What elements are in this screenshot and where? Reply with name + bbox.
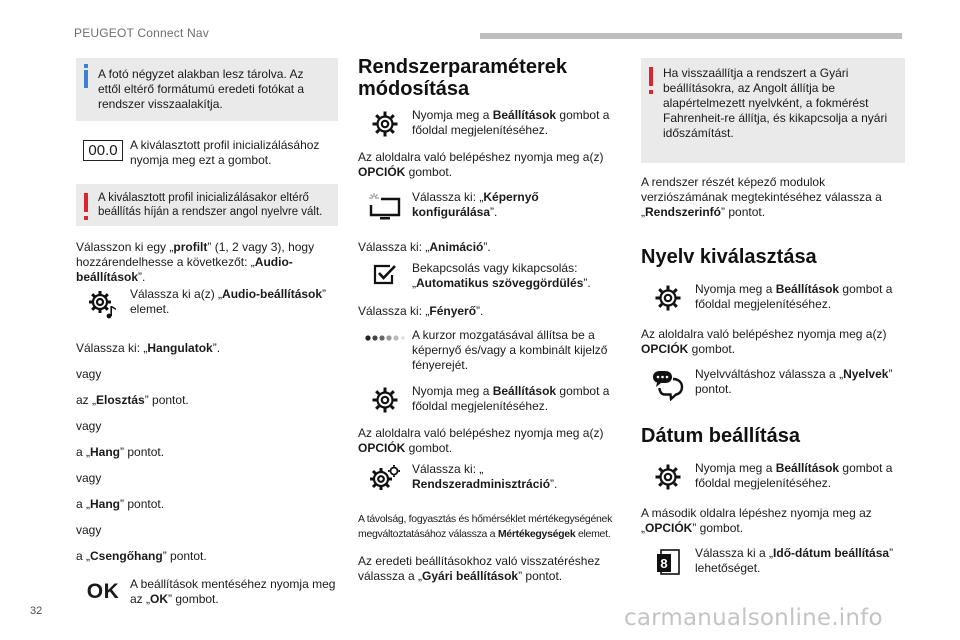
- press-settings-step-2: [358, 384, 620, 414]
- profile-paragraph: Válasszon ki egy „profilt” (1, 2 vagy 3), hogy hozzárendelhesse a következőt: „Audio-beállítások”.: [76, 240, 315, 284]
- reset-key-icon: 00.0: [83, 140, 122, 161]
- language-select-text: Nyelvváltáshoz válassza a „Nyelvek” pontot.: [695, 367, 893, 396]
- factory-warning-text: Ha visszaállítja a rendszert a Gyári beállításokra, az Angolt állítja be alapértelmezett nyelvként, a fokmérést Fahrenheit-re állítja, és kikapcsolja a nyári időszámítást.: [663, 66, 888, 140]
- options-paragraph-2: Az aloldalra való belépéshez nyomja meg a(z) OPCIÓK gombot.: [358, 426, 604, 455]
- date-heading: Dátum beállítása: [641, 425, 800, 447]
- warning-icon: [84, 193, 88, 212]
- press-settings-step: [358, 108, 620, 138]
- reset-profile-step: [76, 138, 338, 168]
- audio-settings-step: [76, 287, 338, 319]
- system-info-paragraph: A rendszer részét képező modulok verziószámának megtekintéséhez válassza a „Rendszerinfó” pontot.: [641, 175, 882, 219]
- factory-reset-paragraph: Az eredeti beállításokhoz való visszatéréshez válassza a „Gyári beállítások” pontot.: [358, 554, 601, 583]
- hangulatok-line: Válassza ki: „Hangulatok”.: [76, 341, 221, 355]
- lang-press-settings-text: Nyomja meg a Beállítások gombot a főoldal megjelenítéséhez.: [695, 282, 893, 311]
- date-time-step: [641, 546, 905, 578]
- checkbox-icon: [372, 263, 398, 287]
- hang-line-2: a „Hang” pontot.: [76, 497, 165, 511]
- lang-press-settings-step: [641, 282, 905, 312]
- units-paragraph: A távolság, fogyasztás és hőmérséklet mértékegységének megváltoztatásához válassza a Mértékegységek elemet.: [358, 513, 613, 540]
- warning-icon: [649, 67, 653, 86]
- info-icon: [84, 70, 88, 88]
- page-number: 32: [30, 605, 43, 617]
- press-settings-text-2: Nyomja meg a Beállítások gombot a főoldal megjelenítéséhez.: [412, 384, 610, 413]
- date-press-settings-text: Nyomja meg a Beállítások gombot a főoldal megjelenítéséhez.: [695, 461, 893, 490]
- brightness-line: Válassza ki: „Fényerő”.: [358, 304, 484, 318]
- vagy-3: vagy: [76, 471, 102, 485]
- brightness-adjust-text: A kurzor mozgatásával állítsa be a képernyő és/vagy a kombinált kijelző fényerejét.: [412, 328, 608, 372]
- gear-icon: [371, 386, 399, 414]
- system-admin-gears-icon: [368, 464, 402, 494]
- hang-line-1: a „Hang” pontot.: [76, 445, 165, 459]
- gear-icon: [654, 463, 682, 491]
- page-8-icon: [655, 548, 681, 578]
- watermark: carmanualsonline.info: [624, 605, 883, 631]
- elosztas-line: az „Elosztás” pontot.: [76, 393, 189, 407]
- lang-options-paragraph: Az aloldalra való belépéshez nyomja meg a(z) OPCIÓK gombot.: [641, 327, 887, 356]
- auto-scroll-text: Bekapcsolás vagy kikapcsolás: „Automatikus szöveggördülés”.: [412, 261, 591, 290]
- ok-key-icon: OK: [86, 580, 120, 603]
- animation-line: Válassza ki: „Animáció”.: [358, 240, 491, 254]
- ok-text: A beállítások mentéséhez nyomja meg az „OK” gombot.: [130, 577, 336, 606]
- header-rule: [480, 33, 902, 39]
- info-note-text: A fotó négyzet alakban lesz tárolva. Az ettől eltérő formátumú eredeti fotókat a rendszer visszaalakítja.: [98, 67, 305, 111]
- vagy-4: vagy: [76, 523, 102, 537]
- language-speech-icon: [651, 369, 685, 401]
- warning-note: [76, 184, 338, 226]
- auto-scroll-step: [358, 261, 620, 291]
- info-note: [76, 58, 338, 121]
- column-3: [641, 58, 905, 578]
- warning-note-text: A kiválasztott profil inicializálásakor eltérő beállítás híján a rendszer angol nyelvre vált.: [98, 192, 323, 218]
- date-press-settings-step: [641, 461, 905, 491]
- vagy-2: vagy: [76, 419, 102, 433]
- page-badge-number: 8: [660, 556, 668, 571]
- factory-warning-note: [641, 58, 905, 163]
- system-admin-step: [358, 462, 620, 494]
- brightness-adjust-step: [358, 328, 620, 373]
- date-time-text: Válassza ki a „Idő-dátum beállítása” lehetőséget.: [695, 546, 894, 575]
- reset-profile-text: A kiválasztott profil inicializálásához nyomja meg ezt a gombot.: [130, 138, 320, 167]
- running-header: PEUGEOT Connect Nav: [74, 26, 209, 40]
- column-1: [76, 58, 338, 607]
- gear-icon: [654, 284, 682, 312]
- options-paragraph: Az aloldalra való belépéshez nyomja meg a(z) OPCIÓK gombot.: [358, 150, 604, 179]
- language-heading: Nyelv kiválasztása: [641, 246, 817, 268]
- system-settings-heading: Rendszerparaméterek módosítása: [358, 56, 567, 100]
- press-settings-text: Nyomja meg a Beállítások gombot a főoldal megjelenítéséhez.: [412, 108, 610, 137]
- audio-settings-text: Válassza ki a(z) „Audio-beállítások” elemet.: [130, 287, 327, 316]
- screen-config-text: Válassza ki: „Képernyő konfigurálása”.: [412, 190, 539, 219]
- language-select-step: [641, 367, 905, 401]
- ok-step: [76, 577, 338, 607]
- system-admin-text: Válassza ki: „ Rendszeradminisztráció”.: [412, 462, 558, 491]
- screen-brightness-icon: [367, 192, 403, 224]
- brightness-level-icon: [365, 334, 405, 342]
- gear-icon: [371, 110, 399, 138]
- csengohang-line: a „Csengőhang” pontot.: [76, 549, 207, 563]
- column-2: [358, 58, 620, 584]
- vagy-1: vagy: [76, 367, 102, 381]
- audio-settings-icon: [88, 289, 118, 319]
- date-options-paragraph: A második oldalra lépéshez nyomja meg az „OPCIÓK” gombot.: [641, 506, 872, 535]
- screen-config-step: [358, 190, 620, 224]
